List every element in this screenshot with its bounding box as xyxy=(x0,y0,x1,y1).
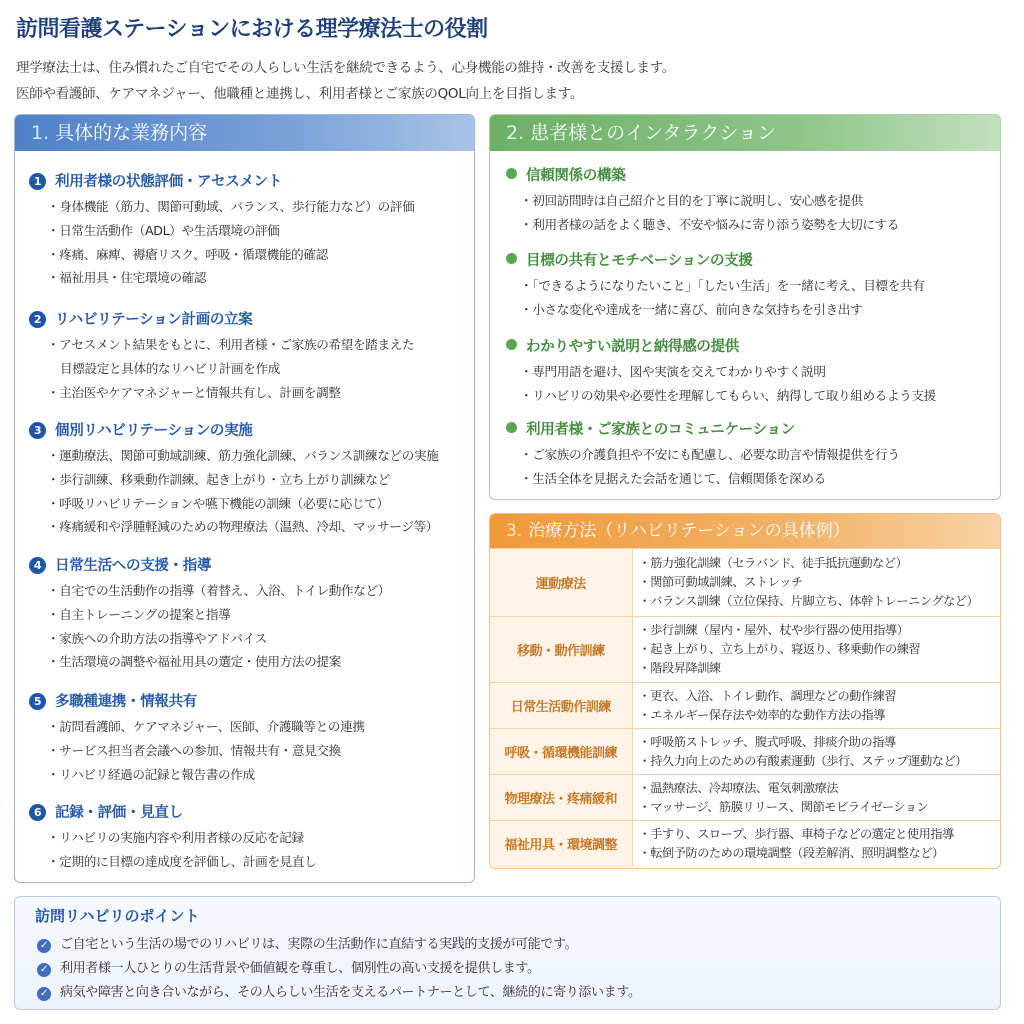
list-item: ・ 専門用語を避け、図や実演を交えてわかりやすく説明 xyxy=(520,360,996,384)
section-title xyxy=(506,417,996,443)
section-title-text: 利用者様の状態評価・アセスメント xyxy=(55,174,283,190)
bullet-dot-icon xyxy=(506,253,517,264)
duty-section-3 xyxy=(29,418,475,539)
interaction-section-3 xyxy=(506,334,996,407)
check-circle-icon: ✓ xyxy=(37,987,51,1001)
list-item: ・ 日常生活動作（ADL）や生活環境の評価 xyxy=(47,219,475,243)
treatment-details xyxy=(632,617,1000,683)
number-badge: 5 xyxy=(29,693,46,710)
detail-item: ・ 階段昇降訓練 xyxy=(639,659,1001,678)
list-item: ・ リハビリの効果や必要性を理解してもらい、納得して取り組めるよう支援 xyxy=(520,384,996,408)
section-title-text: わかりやすい説明と納得感の提供 xyxy=(526,339,739,355)
treatment-category: 呼吸・循環機能訓練 xyxy=(490,729,632,775)
detail-item: ・ 持久力向上のための有酸素運動（歩行、ステップ運動など） xyxy=(639,752,1001,771)
list-item: ・ 生活全体を見据えた会話を通じて、信頼関係を深める xyxy=(520,467,996,491)
intro-line-1: 理学療法士は、住み慣れたご自宅でその人らしい生活を継続できるよう、心身機能の維持・改善を支援します。 xyxy=(16,60,675,76)
section-title-text: 個別リハビリテーションの実施 xyxy=(55,423,253,439)
detail-item: ・ 歩行訓練（屋内・屋外、杖や歩行器の使用指導） xyxy=(639,621,1001,640)
treatment-details xyxy=(632,683,1000,729)
treatment-category: 福祉用具・環境調整 xyxy=(490,821,632,867)
table-row xyxy=(490,821,1000,867)
interaction-section-1 xyxy=(506,163,996,236)
panel-duties-title: 具体的な業務内容 xyxy=(55,122,208,144)
number-badge: 2 xyxy=(29,311,46,328)
section-title xyxy=(29,418,475,444)
list-item-continued: 目標設定と具体的なリハビリ計画を作成 xyxy=(60,360,281,376)
list-item: ・ リハビリ経過の記録と報告書の作成 xyxy=(47,763,475,787)
list-item: ・ 定期的に目標の達成度を評価し、計画を見直し xyxy=(47,850,475,874)
section-title xyxy=(506,163,996,189)
list-item: ・ 主治医やケアマネジャーと情報共有し、計画を調整 xyxy=(47,381,475,405)
treatment-table xyxy=(490,548,1000,867)
duty-section-2 xyxy=(29,307,475,404)
bullet-dot-icon xyxy=(506,168,517,179)
detail-item: ・ 筋力強化訓練（セラバンド、徒手抵抗運動など） xyxy=(639,554,1001,573)
section-title xyxy=(506,334,996,360)
point-item xyxy=(37,981,641,1001)
panel-duties xyxy=(14,114,475,883)
number-badge: 1 xyxy=(29,173,46,190)
list-item: ・ リハビリの実施内容や利用者様の反応を記録 xyxy=(47,826,475,850)
list-item: ・ 生活環境の調整や福祉用具の選定・使用方法の提案 xyxy=(47,650,475,674)
detail-item: ・ 手すり、スロープ、歩行器、車椅子などの選定と使用指導 xyxy=(639,825,1001,844)
list-item: ・ 小さな変化や達成を一緒に喜び、前向きな気持ちを引き出す xyxy=(520,298,996,322)
check-circle-icon: ✓ xyxy=(37,963,51,977)
points-title: 訪問リハビリのポイント xyxy=(35,907,200,925)
list-item: ・ サービス担当者会議への参加、情報共有・意見交換 xyxy=(47,739,475,763)
bullet-dot-icon xyxy=(506,422,517,433)
panel-interaction-title: 患者様とのインタラクション xyxy=(530,122,777,144)
detail-item: ・ 更衣、入浴、トイレ動作、調理などの動作練習 xyxy=(639,687,1001,706)
section-title xyxy=(29,689,475,715)
section-title-text: 目標の共有とモチベーションの支援 xyxy=(526,253,753,269)
number-badge: 4 xyxy=(29,557,46,574)
panel-interaction-header xyxy=(490,115,1000,151)
panel-treatment xyxy=(489,513,1001,869)
number-badge: 6 xyxy=(29,804,46,821)
section-title-text: 日常生活への支援・指導 xyxy=(55,558,212,574)
list-item: ・ 家族への介助方法の指導やアドバイス xyxy=(47,627,475,651)
list-item: ・ 自主トレーニングの提案と指導 xyxy=(47,603,475,627)
list-item: ・ アセスメント結果をもとに、利用者様・ご家族の希望を踏まえた xyxy=(47,333,475,357)
detail-item: ・ 転倒予防のための環境調整（段差解消、照明調整など） xyxy=(639,844,1001,863)
panel-interaction xyxy=(489,114,1001,500)
list-item: ・ 疼痛、麻痺、褥瘡リスク、呼吸・循環機能的確認 xyxy=(47,243,475,267)
duty-section-6 xyxy=(29,800,475,874)
table-row xyxy=(490,775,1000,821)
section-title-text: 信頼関係の構築 xyxy=(526,168,626,184)
treatment-details xyxy=(632,729,1000,775)
detail-item: ・ 温熱療法、冷却療法、電気刺激療法 xyxy=(639,779,1001,798)
panel-number: 1. xyxy=(31,122,50,144)
list-item: ・ 呼吸リハビリテーションや嚥下機能の訓練（必要に応じて） xyxy=(47,492,475,516)
panel-treatment-title: 治療方法（リハビリテーションの具体例） xyxy=(528,521,850,541)
table-row xyxy=(490,617,1000,683)
list-item: ・ 福祉用具・住宅環境の確認 xyxy=(47,266,475,290)
section-title xyxy=(506,248,996,274)
point-text: 利用者様一人ひとりの生活背景や価値観を尊重し、個別性の高い支援を提供します。 xyxy=(60,961,540,976)
interaction-section-4 xyxy=(506,417,996,490)
interaction-section-2 xyxy=(506,248,996,321)
section-title xyxy=(29,307,475,333)
intro-line-2: 医師や看護師、ケアマネジャー、他職種と連携し、利用者様とご家族のQOL向上を目指します。 xyxy=(16,86,584,102)
page-title: 訪問看護ステーションにおける理学療法士の役割 xyxy=(16,17,488,42)
list-item: ・ 身体機能（筋力、関節可動域、バランス、歩行能力など）の評価 xyxy=(47,195,475,219)
detail-item: ・ 関節可動域訓練、ストレッチ xyxy=(639,573,1001,592)
list-item: ・ 疼痛緩和や浮腫軽減のための物理療法（温熱、冷却、マッサージ等） xyxy=(47,515,475,539)
table-row xyxy=(490,549,1000,617)
panel-duties-header xyxy=(15,115,474,151)
point-text: 病気や障害と向き合いながら、その人らしい生活を支えるパートナーとして、継続的に寄り添います。 xyxy=(60,985,641,1000)
list-item: ・ ご家族の介護負担や不安にも配慮し、必要な助言や情報提供を行う xyxy=(520,443,996,467)
check-circle-icon: ✓ xyxy=(37,939,51,953)
duty-section-4 xyxy=(29,553,475,674)
section-title-text: 記録・評価・見直し xyxy=(55,805,183,821)
panel-number: 2. xyxy=(506,122,525,144)
point-item xyxy=(37,933,577,953)
point-item xyxy=(37,957,540,977)
treatment-category: 日常生活動作訓練 xyxy=(490,683,632,729)
points-box xyxy=(14,896,1001,1010)
list-item: ・ 自宅での生活動作の指導（着替え、入浴、トイレ動作など） xyxy=(47,579,475,603)
list-item: ・ 歩行訓練、移乗動作訓練、起き上がり・立ち上がり訓練など xyxy=(47,468,475,492)
treatment-category: 運動療法 xyxy=(490,549,632,617)
bullet-dot-icon xyxy=(506,339,517,350)
treatment-details xyxy=(632,549,1000,617)
panel-number: 3. xyxy=(506,521,523,541)
detail-item: ・ エネルギー保存法や効率的な動作方法の指導 xyxy=(639,706,1001,725)
list-item: ・ 訪問看護師、ケアマネジャー、医師、介護職等との連携 xyxy=(47,715,475,739)
table-row xyxy=(490,683,1000,729)
section-title-text: 多職種連携・情報共有 xyxy=(55,694,197,710)
detail-item: ・ バランス訓練（立位保持、片脚立ち、体幹トレーニングなど） xyxy=(639,592,1001,611)
list-item: ・ 利用者様の話をよく聴き、不安や悩みに寄り添う姿勢を大切にする xyxy=(520,213,996,237)
detail-item: ・ 呼吸筋ストレッチ、腹式呼吸、排痰介助の指導 xyxy=(639,733,1001,752)
treatment-category: 物理療法・疼痛緩和 xyxy=(490,775,632,821)
number-badge: 3 xyxy=(29,422,46,439)
table-row xyxy=(490,729,1000,775)
section-title xyxy=(29,800,475,826)
treatment-details xyxy=(632,821,1000,867)
treatment-category: 移動・動作訓練 xyxy=(490,617,632,683)
list-item: ・ 「できるようになりたいこと」「したい生活」を一緒に考え、目標を共有 xyxy=(520,274,996,298)
duty-section-5 xyxy=(29,689,475,786)
section-title xyxy=(29,169,475,195)
point-text: ご自宅という生活の場でのリハビリは、実際の生活動作に直結する実践的支援が可能です。 xyxy=(60,937,578,952)
detail-item: ・ 起き上がり、立ち上がり、寝返り、移乗動作の練習 xyxy=(639,640,1001,659)
section-title xyxy=(29,553,475,579)
duty-section-1 xyxy=(29,169,475,290)
section-title-text: リハビリテーション計画の立案 xyxy=(55,312,253,328)
list-item: ・ 運動療法、関節可動域訓練、筋力強化訓練、バランス訓練などの実施 xyxy=(47,444,475,468)
treatment-details xyxy=(632,775,1000,821)
section-title-text: 利用者様・ご家族とのコミュニケーション xyxy=(526,422,795,438)
detail-item: ・ マッサージ、筋膜リリース、関節モビライゼーション xyxy=(639,798,1001,817)
panel-treatment-header xyxy=(490,514,1000,548)
list-item: ・ 初回訪問時は自己紹介と目的を丁寧に説明し、安心感を提供 xyxy=(520,189,996,213)
